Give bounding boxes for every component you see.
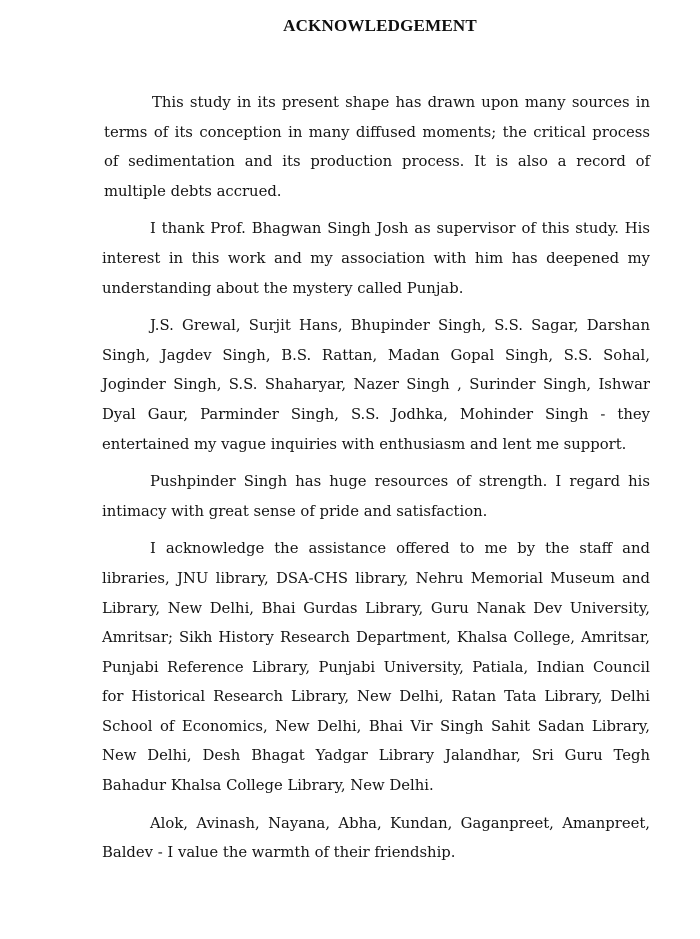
page-title: ACKNOWLEDGEMENT xyxy=(283,16,477,35)
paragraph-friends: Alok, Avinash, Nayana, Abha, Kundan, Gaganpreet, Amanpreet, Baldev - I value the warmth of their friendship. xyxy=(102,814,650,862)
paragraph-study-sources: This study in its present shape has drawn upon many sources in terms of its conception in many diffused moments; the critical process of sedimentation and its production process. It is also a record of multiple debts accrued. xyxy=(104,94,650,200)
paragraph-scholars: J.S. Grewal, Surjit Hans, Bhupinder Singh, S.S. Sagar, Darshan Singh, Jagdev Singh, B.S. Rattan, Madan Gopal Singh, S.S. Sohal, Joginder Singh, S.S. Shaharyar, Nazer Singh , Surinder Singh, Ishwar Dyal Gaur, Parminder Singh, S.S. Jodhka, Mohinder Singh - they entertained my vague inquiries with enthusiasm and lent me support. xyxy=(102,317,650,453)
paragraph-supervisor: I thank Prof. Bhagwan Singh Josh as supervisor of this study. His interest in this work and my association with him has deepened my understanding about the mystery called Punjab. xyxy=(102,220,650,297)
paragraph-pushpinder: Pushpinder Singh has huge resources of strength. I regard his intimacy with great sense of pride and satisfaction. xyxy=(102,473,650,520)
acknowledgement-body xyxy=(102,88,650,876)
paragraph-libraries: I acknowledge the assistance offered to me by the staff and libraries, JNU library, DSA-CHS library, Nehru Memorial Museum and Library, New Delhi, Bhai Gurdas Library, Guru Nanak Dev University, Amritsar; Sikh History Research Department, Khalsa College, Amritsar, Punjabi Reference Library, Punjabi University, Patiala, Indian Council for Historical Research Library, New Delhi, Ratan Tata Library, Delhi School of Economics, New Delhi, Bhai Vir Singh Sahit Sadan Library, New Delhi, Desh Bhagat Yadgar Library Jalandhar, Sri Guru Tegh Bahadur Khalsa College Library, New Delhi. xyxy=(102,540,650,795)
